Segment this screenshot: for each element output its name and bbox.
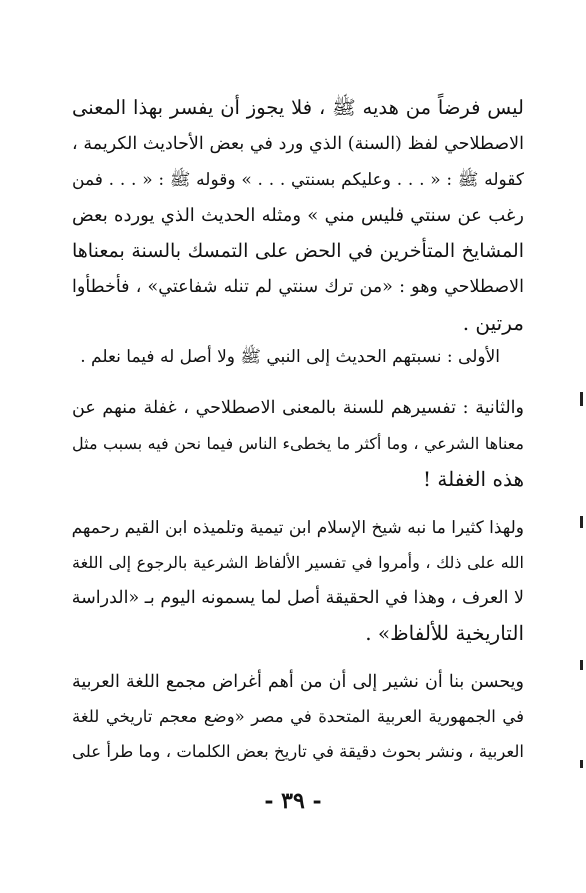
scan-edge-mark [580, 516, 583, 528]
scan-edge-mark [580, 660, 583, 670]
scan-edge-mark [580, 392, 583, 406]
page-number: - ٣٩ - [264, 788, 322, 814]
text-line: هذه الغفلة ! [422, 467, 524, 491]
text-line: المشايخ المتأخرين في الحض على التمسك بالسنة بمعناها [72, 240, 524, 262]
text-line: ويحسن بنا أن نشير إلى أن من أهم أغراض مجمع اللغة العربية [72, 672, 524, 692]
text-line: الاصطلاحي وهو : «من ترك سنتي لم تنله شفاعتي» ، فأخطأوا [72, 277, 524, 297]
text-line: ولهذا كثيرا ما نبه شيخ الإسلام ابن تيمية وتلميذه ابن القيم رحمهم [72, 518, 524, 538]
text-line: الله على ذلك ، وأمروا في تفسير الألفاظ الشرعية بالرجوع إلى اللغة [72, 553, 524, 572]
text-line: في الجمهورية العربية المتحدة في مصر «وضع معجم تاريخي للغة [72, 707, 524, 726]
text-line: رغب عن سنتي فليس مني » ومثله الحديث الذي يورده بعض [72, 205, 524, 226]
text-line: كقوله ﷺ : « . . . وعليكم بسنتي . . . » وقوله ﷺ : « . . . فمن [72, 170, 524, 190]
text-line: معناها الشرعي ، وما أكثر ما يخطىء الناس فيما نحن فيه بسبب مثل [72, 434, 524, 453]
scan-edge-mark [580, 760, 583, 768]
text-line: مرتين . [462, 311, 524, 335]
text-line: الاصطلاحي لفظ (السنة) الذي ورد في بعض الأحاديث الكريمة ، [72, 134, 524, 154]
text-line: ليس فرضاً من هديه ﷺ ، فلا يجوز أن يفسر بهذا المعنى [72, 96, 524, 119]
text-line: التاريخية للألفاظ» . [365, 621, 524, 645]
text-line: لا العرف ، وهذا في الحقيقة أصل لما يسمونه اليوم بـ «الدراسة [72, 588, 524, 608]
text-line: والثانية : تفسيرهم للسنة بالمعنى الاصطلاحي ، غفلة منهم عن [72, 398, 524, 418]
text-line: العربية ، ونشر بحوث دقيقة في تاريخ بعض الكلمات ، وما طرأ على [72, 742, 524, 761]
text-line: الأولى : نسبتهم الحديث إلى النبي ﷺ ولا أصل له فيما نعلم . [80, 347, 500, 367]
